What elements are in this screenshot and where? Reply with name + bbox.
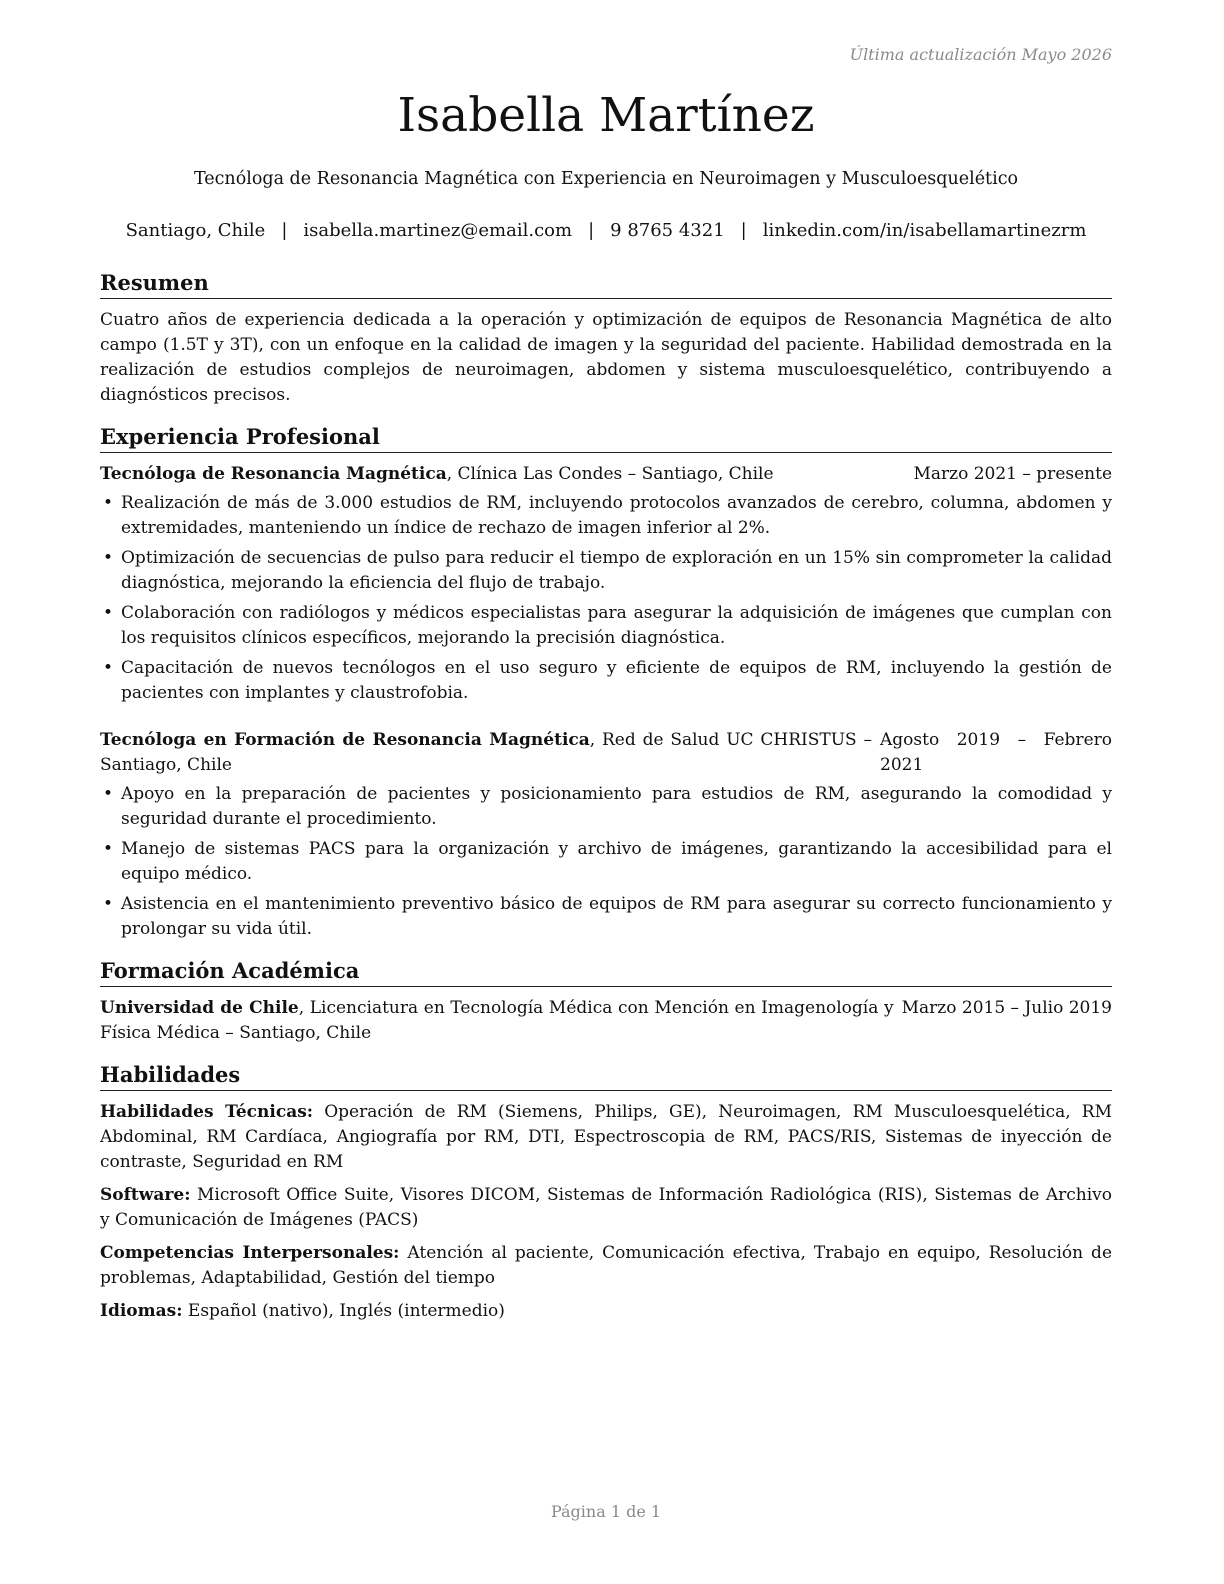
job-role: Tecnóloga de Resonancia Magnética bbox=[100, 464, 447, 484]
list-item bbox=[100, 546, 1112, 596]
skill-text: Operación de RM (Siemens, Philips, GE), Neuroimagen, RM Musculoesquelética, RM Abdominal, RM Cardíaca, Angiografía por RM, DTI, Espectroscopia de RM, PACS/RIS, Sistemas de inyección de contraste, Seguridad en RM bbox=[100, 1102, 1112, 1172]
skill-row-software bbox=[100, 1183, 1112, 1233]
job-header bbox=[100, 462, 1112, 487]
bullet-icon: • bbox=[103, 493, 114, 513]
skill-text: Español (nativo), Inglés (intermedio) bbox=[182, 1301, 505, 1321]
bullet-icon: • bbox=[103, 784, 114, 804]
job-bullets bbox=[100, 782, 1112, 942]
bullet-text: Realización de más de 3.000 estudios de RM, incluyendo protocolos avanzados de cerebro, columna, abdomen y extremidades, manteniendo un índice de rechazo de imagen inferior al 2%. bbox=[121, 493, 1112, 538]
job-role: Tecnóloga en Formación de Resonancia Magnética bbox=[100, 730, 590, 750]
contact-location: Santiago, Chile bbox=[125, 220, 266, 241]
list-item bbox=[100, 601, 1112, 651]
skill-row-languages bbox=[100, 1299, 1112, 1324]
professional-headline: Tecnóloga de Resonancia Magnética con Experiencia en Neuroimagen y Musculoesquelético bbox=[193, 169, 1019, 189]
education-dates: Marzo 2015 – Julio 2019 bbox=[901, 998, 1112, 1018]
section-title-skills: Habilidades bbox=[100, 1060, 1112, 1091]
contact-separator: | bbox=[281, 220, 288, 241]
bullet-text: Asistencia en el mantenimiento preventivo básico de equipos de RM para asegurar su correcto funcionamiento y prolongar su vida útil. bbox=[121, 894, 1112, 939]
skill-label: Competencias Interpersonales: bbox=[100, 1243, 400, 1263]
skill-label: Habilidades Técnicas: bbox=[100, 1102, 314, 1122]
candidate-name: Isabella Martínez bbox=[397, 88, 815, 143]
page-number: Página 1 de 1 bbox=[550, 1502, 662, 1521]
summary-section bbox=[100, 268, 1112, 408]
job-organization: , Red de Salud UC CHRISTUS – Santiago, Chile bbox=[100, 730, 873, 775]
list-item bbox=[100, 656, 1112, 706]
contact-phone: 9 8765 4321 bbox=[610, 220, 725, 241]
skills-section bbox=[100, 1060, 1112, 1324]
contact-email-link[interactable]: isabella.martinez@email.com bbox=[303, 220, 573, 241]
bullet-icon: • bbox=[103, 603, 114, 623]
skill-label: Idiomas: bbox=[100, 1301, 183, 1321]
education-line bbox=[100, 996, 902, 1046]
job-dates: Marzo 2021 – presente bbox=[913, 464, 1112, 484]
bullet-text: Manejo de sistemas PACS para la organización y archivo de imágenes, garantizando la accesibilidad para el equipo médico. bbox=[121, 839, 1112, 884]
experience-section bbox=[100, 422, 1112, 942]
bullet-text: Optimización de secuencias de pulso para reducir el tiempo de exploración en un 15% sin comprometer la calidad diagnóstica, mejorando la eficiencia del flujo de trabajo. bbox=[121, 548, 1112, 593]
bullet-icon: • bbox=[103, 839, 114, 859]
skill-row-technical bbox=[100, 1100, 1112, 1175]
job-title-line bbox=[100, 728, 880, 778]
job-dates: Agosto 2019 – Febrero 2021 bbox=[880, 730, 1112, 775]
list-item bbox=[100, 782, 1112, 832]
job-bullets bbox=[100, 491, 1112, 706]
education-entry bbox=[100, 996, 1112, 1046]
contact-separator: | bbox=[740, 220, 747, 241]
job-entry bbox=[100, 462, 1112, 706]
education-section bbox=[100, 956, 1112, 1046]
bullet-text: Colaboración con radiólogos y médicos especialistas para asegurar la adquisición de imágenes que cumplan con los requisitos clínicos específicos, mejorando la precisión diagnóstica. bbox=[121, 603, 1112, 648]
bullet-icon: • bbox=[103, 658, 114, 678]
skill-text: Atención al paciente, Comunicación efectiva, Trabajo en equipo, Resolución de problemas, Adaptabilidad, Gestión del tiempo bbox=[100, 1243, 1113, 1288]
skill-row-interpersonal bbox=[100, 1241, 1112, 1291]
list-item bbox=[100, 491, 1112, 541]
job-entry bbox=[100, 728, 1112, 942]
contact-separator: | bbox=[588, 220, 595, 241]
list-item bbox=[100, 892, 1112, 942]
section-title-education: Formación Académica bbox=[100, 956, 1112, 987]
bullet-icon: • bbox=[103, 548, 114, 568]
skill-label: Software: bbox=[100, 1185, 191, 1205]
job-title-line bbox=[100, 462, 913, 487]
bullet-icon: • bbox=[103, 894, 114, 914]
job-header bbox=[100, 728, 1112, 778]
resume-page bbox=[100, 0, 1112, 1584]
section-title-summary: Resumen bbox=[100, 268, 1112, 299]
section-title-experience: Experiencia Profesional bbox=[100, 422, 1112, 453]
last-updated-label: Última actualización Mayo 2026 bbox=[849, 45, 1112, 64]
education-degree: , Licenciatura en Tecnología Médica con Mención en Imagenología y Física Médica – Santiago, Chile bbox=[100, 998, 894, 1043]
list-item bbox=[100, 837, 1112, 887]
contact-linkedin-link[interactable]: linkedin.com/in/isabellamartinezrm bbox=[762, 220, 1087, 241]
bullet-text: Apoyo en la preparación de pacientes y posicionamiento para estudios de RM, asegurando la comodidad y seguridad durante el procedimiento. bbox=[121, 784, 1112, 829]
skill-text: Microsoft Office Suite, Visores DICOM, Sistemas de Información Radiológica (RIS), Sistemas de Archivo y Comunicación de Imágenes (PACS) bbox=[100, 1185, 1112, 1230]
bullet-text: Capacitación de nuevos tecnólogos en el uso seguro y eficiente de equipos de RM, incluyendo la gestión de pacientes con implantes y claustrofobia. bbox=[121, 658, 1112, 703]
job-organization: , Clínica Las Condes – Santiago, Chile bbox=[446, 464, 774, 484]
contact-line bbox=[100, 218, 1112, 244]
summary-text: Cuatro años de experiencia dedicada a la operación y optimización de equipos de Resonancia Magnética de alto campo (1.5T y 3T), con un enfoque en la calidad de imagen y la seguridad del paciente. Habilidad demostrada en la realización de estudios complejos de neuroimagen, abdomen y sistema musculoesquelético, contribuyendo a diagnósticos precisos. bbox=[100, 310, 1112, 405]
resume-content bbox=[100, 268, 1112, 1338]
education-school: Universidad de Chile bbox=[100, 998, 299, 1018]
